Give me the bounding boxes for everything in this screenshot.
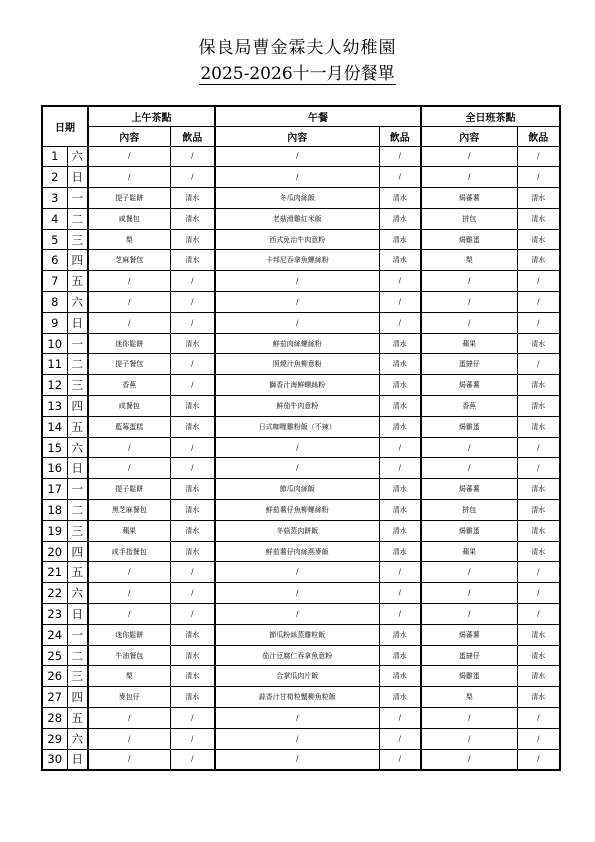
weekday: 五 — [67, 708, 88, 729]
full-day-snack-drink: / — [517, 728, 560, 749]
menu-row — [42, 604, 560, 625]
full-day-snack-content: / — [421, 292, 517, 313]
am-snack-drink: 清水 — [170, 520, 215, 541]
lunch-drink: / — [379, 749, 421, 770]
am-snack-drink: 清水 — [170, 396, 215, 417]
full-day-snack-content: / — [421, 708, 517, 729]
lunch-content: 鮮茄薯仔肉絲燕麥飯 — [215, 541, 379, 562]
full-day-snack-content: 焗蕃薯 — [421, 188, 517, 209]
am-snack-content: / — [88, 292, 170, 313]
full-day-snack-content: / — [421, 562, 517, 583]
full-day-snack-drink: 清水 — [517, 624, 560, 645]
full-day-snack-drink: / — [517, 167, 560, 188]
am-snack-content: 咸餐包 — [88, 208, 170, 229]
am-snack-drink: / — [170, 271, 215, 292]
full-day-snack-drink: 清水 — [517, 687, 560, 708]
menu-row — [42, 396, 560, 417]
lunch-header: 午餐 — [215, 106, 421, 126]
am-snack-content: 麥包仔 — [88, 687, 170, 708]
lunch-drink: 清水 — [379, 666, 421, 687]
weekday: 二 — [67, 500, 88, 521]
day-number: 21 — [42, 562, 67, 583]
day-number: 18 — [42, 500, 67, 521]
full-day-snack-content: / — [421, 437, 517, 458]
am-snack-content: / — [88, 458, 170, 479]
lunch-drink: 清水 — [379, 375, 421, 396]
am-snack-drink: / — [170, 375, 215, 396]
weekday: 四 — [67, 541, 88, 562]
day-number: 3 — [42, 188, 67, 209]
day-number: 16 — [42, 458, 67, 479]
day-number: 4 — [42, 208, 67, 229]
lunch-drink: 清水 — [379, 333, 421, 354]
day-number: 24 — [42, 624, 67, 645]
lunch-drink: / — [379, 167, 421, 188]
am-snack-content: / — [88, 749, 170, 770]
am-snack-content: 提子餐包 — [88, 354, 170, 375]
am-snack-drink: / — [170, 437, 215, 458]
day-number: 6 — [42, 250, 67, 271]
am-snack-drink: / — [170, 146, 215, 167]
am-snack-content: / — [88, 604, 170, 625]
full-day-snack-content: 梨 — [421, 250, 517, 271]
full-day-snack-content: / — [421, 312, 517, 333]
lunch-content: / — [215, 167, 379, 188]
menu-row — [42, 520, 560, 541]
lunch-content: / — [215, 437, 379, 458]
lunch-drink: / — [379, 728, 421, 749]
full-day-snack-content: 焗雞蛋 — [421, 416, 517, 437]
full-day-snack-drink: 清水 — [517, 250, 560, 271]
lunch-content: 冬菇蒸肉餅飯 — [215, 520, 379, 541]
menu-row — [42, 375, 560, 396]
lunch-content: / — [215, 708, 379, 729]
am-snack-content: 提子鬆餅 — [88, 188, 170, 209]
full-day-snack-drink: 清水 — [517, 645, 560, 666]
am-snack-content: / — [88, 146, 170, 167]
lunch-content: / — [215, 312, 379, 333]
weekday: 二 — [67, 645, 88, 666]
am-snack-drink: / — [170, 167, 215, 188]
weekday: 三 — [67, 375, 88, 396]
am-snack-content: 提子鬆餅 — [88, 479, 170, 500]
menu-subtitle — [0, 59, 595, 84]
lunch-drink: 清水 — [379, 250, 421, 271]
lunch-drink: / — [379, 562, 421, 583]
menu-row — [42, 749, 560, 770]
fd-content-header: 內容 — [421, 126, 517, 146]
lunch-drink: 清水 — [379, 500, 421, 521]
am-snack-drink: / — [170, 354, 215, 375]
day-number: 14 — [42, 416, 67, 437]
am-snack-drink: / — [170, 749, 215, 770]
lunch-content: 獅香汁海鮮螺絲粉 — [215, 375, 379, 396]
am-snack-content: / — [88, 728, 170, 749]
day-number: 22 — [42, 583, 67, 604]
lunch-content-header: 內容 — [215, 126, 379, 146]
lunch-drink: 清水 — [379, 188, 421, 209]
lunch-drink: / — [379, 146, 421, 167]
menu-row — [42, 728, 560, 749]
full-day-snack-content: 焗蕃薯 — [421, 375, 517, 396]
full-day-snack-drink: / — [517, 604, 560, 625]
menu-row — [42, 479, 560, 500]
full-day-snack-content: / — [421, 728, 517, 749]
weekday: 五 — [67, 416, 88, 437]
menu-row — [42, 687, 560, 708]
lunch-content: 老菇滑雞紅米飯 — [215, 208, 379, 229]
weekday: 二 — [67, 354, 88, 375]
lunch-content: / — [215, 749, 379, 770]
lunch-content: / — [215, 292, 379, 313]
menu-row — [42, 458, 560, 479]
full-day-snack-content: / — [421, 583, 517, 604]
am-snack-content: 迷你鬆餅 — [88, 333, 170, 354]
day-number: 13 — [42, 396, 67, 417]
lunch-content: / — [215, 458, 379, 479]
weekday: 三 — [67, 520, 88, 541]
full-day-snack-content: 蘋果 — [421, 541, 517, 562]
full-day-snack-content: / — [421, 271, 517, 292]
menu-row — [42, 437, 560, 458]
am-snack-drink: / — [170, 708, 215, 729]
full-day-snack-drink: 清水 — [517, 520, 560, 541]
full-day-snack-content: / — [421, 146, 517, 167]
day-number: 11 — [42, 354, 67, 375]
day-number: 10 — [42, 333, 67, 354]
weekday: 日 — [67, 312, 88, 333]
full-day-snack-drink: 清水 — [517, 229, 560, 250]
lunch-content: / — [215, 583, 379, 604]
full-day-snack-content: / — [421, 167, 517, 188]
am-snack-content: 梨 — [88, 229, 170, 250]
am-snack-content: / — [88, 437, 170, 458]
am-snack-drink: / — [170, 562, 215, 583]
am-snack-header: 上午茶點 — [88, 106, 215, 126]
day-number: 28 — [42, 708, 67, 729]
lunch-content: / — [215, 562, 379, 583]
lunch-content: 節瓜肉絲飯 — [215, 479, 379, 500]
am-snack-drink: / — [170, 604, 215, 625]
am-snack-content: / — [88, 271, 170, 292]
menu-row — [42, 208, 560, 229]
weekday: 六 — [67, 146, 88, 167]
weekday: 三 — [67, 666, 88, 687]
weekday: 三 — [67, 229, 88, 250]
menu-row — [42, 354, 560, 375]
day-number: 20 — [42, 541, 67, 562]
header-row-sub — [42, 126, 560, 146]
lunch-content: 冬瓜肉絲飯 — [215, 188, 379, 209]
full-day-snack-content: 拼包 — [421, 208, 517, 229]
full-day-snack-content: / — [421, 604, 517, 625]
am-snack-content: 蘋果 — [88, 520, 170, 541]
am-snack-content: 芝麻餐包 — [88, 250, 170, 271]
day-number: 2 — [42, 167, 67, 188]
day-number: 12 — [42, 375, 67, 396]
am-snack-content: 咸餐包 — [88, 396, 170, 417]
day-number: 1 — [42, 146, 67, 167]
menu-row — [42, 562, 560, 583]
weekday: 一 — [67, 333, 88, 354]
lunch-drink: / — [379, 437, 421, 458]
lunch-drink: / — [379, 271, 421, 292]
day-number: 30 — [42, 749, 67, 770]
full-day-snack-drink: 清水 — [517, 375, 560, 396]
am-snack-drink: / — [170, 728, 215, 749]
day-number: 27 — [42, 687, 67, 708]
weekday: 一 — [67, 479, 88, 500]
full-day-snack-drink: / — [517, 458, 560, 479]
lunch-drink: / — [379, 708, 421, 729]
menu-body — [42, 146, 560, 770]
menu-row — [42, 271, 560, 292]
full-day-snack-drink: 清水 — [517, 208, 560, 229]
lunch-content: 照燒汁魚柳意粉 — [215, 354, 379, 375]
lunch-content: / — [215, 146, 379, 167]
weekday: 一 — [67, 624, 88, 645]
full-day-snack-drink: / — [517, 146, 560, 167]
menu-row — [42, 229, 560, 250]
am-snack-content: 香蕉 — [88, 375, 170, 396]
lunch-drink-header: 飲品 — [379, 126, 421, 146]
am-snack-drink: 清水 — [170, 479, 215, 500]
weekday: 六 — [67, 437, 88, 458]
am-snack-drink: 清水 — [170, 645, 215, 666]
full-day-snack-content: 拼包 — [421, 500, 517, 521]
weekday: 六 — [67, 728, 88, 749]
day-number: 17 — [42, 479, 67, 500]
full-day-snack-drink: 清水 — [517, 333, 560, 354]
day-number: 23 — [42, 604, 67, 625]
am-snack-content: 梨 — [88, 666, 170, 687]
lunch-drink: 清水 — [379, 541, 421, 562]
weekday: 五 — [67, 562, 88, 583]
full-day-snack-drink: 清水 — [517, 396, 560, 417]
menu-row — [42, 666, 560, 687]
menu-row — [42, 292, 560, 313]
day-number: 29 — [42, 728, 67, 749]
menu-subtitle-text: 2025-2026十一月份餐單 — [200, 64, 395, 84]
date-header: 日期 — [42, 106, 88, 146]
am-snack-drink: 清水 — [170, 208, 215, 229]
lunch-drink: 清水 — [379, 416, 421, 437]
full-day-snack-drink: / — [517, 562, 560, 583]
day-number: 7 — [42, 271, 67, 292]
full-day-snack-drink: / — [517, 708, 560, 729]
full-day-snack-content: 焗雞蛋 — [421, 520, 517, 541]
weekday: 一 — [67, 188, 88, 209]
full-day-snack-content: / — [421, 458, 517, 479]
am-snack-drink: / — [170, 312, 215, 333]
menu-row — [42, 250, 560, 271]
full-day-snack-drink: / — [517, 312, 560, 333]
menu-row — [42, 188, 560, 209]
am-drink-header: 飲品 — [170, 126, 215, 146]
menu-row — [42, 645, 560, 666]
day-number: 9 — [42, 312, 67, 333]
lunch-content: 西式免治牛肉意粉 — [215, 229, 379, 250]
am-snack-drink: 清水 — [170, 666, 215, 687]
am-snack-content: / — [88, 312, 170, 333]
menu-row — [42, 583, 560, 604]
lunch-content: 鮮茄薯仔魚柳螺絲粉 — [215, 500, 379, 521]
am-snack-content: / — [88, 583, 170, 604]
lunch-drink: / — [379, 312, 421, 333]
weekday: 六 — [67, 292, 88, 313]
menu-row — [42, 333, 560, 354]
weekday: 日 — [67, 167, 88, 188]
lunch-drink: 清水 — [379, 624, 421, 645]
lunch-drink: 清水 — [379, 208, 421, 229]
lunch-content: 蒜香汁甘筍粒蟹柳魚粒飯 — [215, 687, 379, 708]
full-day-snack-drink: 清水 — [517, 416, 560, 437]
lunch-drink: 清水 — [379, 354, 421, 375]
weekday: 二 — [67, 208, 88, 229]
menu-row — [42, 416, 560, 437]
day-number: 15 — [42, 437, 67, 458]
lunch-drink: 清水 — [379, 396, 421, 417]
am-snack-content: 咸手指餐包 — [88, 541, 170, 562]
day-number: 26 — [42, 666, 67, 687]
full-day-snack-content: 蘋果 — [421, 333, 517, 354]
am-snack-drink: 清水 — [170, 333, 215, 354]
full-day-snack-drink: 清水 — [517, 188, 560, 209]
school-title: 保良局曹金霖夫人幼稚園 — [198, 38, 397, 58]
day-number: 5 — [42, 229, 67, 250]
lunch-drink: / — [379, 458, 421, 479]
am-snack-drink: 清水 — [170, 188, 215, 209]
am-snack-drink: / — [170, 292, 215, 313]
full-day-snack-content: 焗蕃薯 — [421, 479, 517, 500]
day-number: 8 — [42, 292, 67, 313]
full-day-snack-content: 焗蕃薯 — [421, 624, 517, 645]
am-snack-drink: 清水 — [170, 624, 215, 645]
am-snack-content: / — [88, 708, 170, 729]
am-snack-drink: 清水 — [170, 229, 215, 250]
full-day-snack-drink: 清水 — [517, 500, 560, 521]
lunch-drink: 清水 — [379, 645, 421, 666]
lunch-content: 卡邦尼吞拿魚螺絲粉 — [215, 250, 379, 271]
fd-drink-header: 飲品 — [517, 126, 560, 146]
full-day-snack-content: 蛋撻仔 — [421, 354, 517, 375]
am-snack-content: 牛油餐包 — [88, 645, 170, 666]
lunch-drink: 清水 — [379, 687, 421, 708]
am-snack-drink: / — [170, 458, 215, 479]
full-day-snack-drink: / — [517, 583, 560, 604]
am-snack-drink: 清水 — [170, 416, 215, 437]
weekday: 日 — [67, 749, 88, 770]
menu-row — [42, 312, 560, 333]
day-number: 25 — [42, 645, 67, 666]
lunch-content: / — [215, 728, 379, 749]
day-number: 19 — [42, 520, 67, 541]
lunch-content: / — [215, 604, 379, 625]
menu-table — [41, 105, 561, 771]
am-snack-drink: 清水 — [170, 500, 215, 521]
full-day-snack-header: 全日班茶點 — [421, 106, 560, 126]
weekday: 日 — [67, 604, 88, 625]
weekday: 四 — [67, 687, 88, 708]
full-day-snack-drink: 清水 — [517, 666, 560, 687]
am-content-header: 內容 — [88, 126, 170, 146]
header-row-groups — [42, 106, 560, 126]
am-snack-content: / — [88, 167, 170, 188]
weekday: 日 — [67, 458, 88, 479]
menu-row — [42, 146, 560, 167]
am-snack-content: 藍莓蛋糕 — [88, 416, 170, 437]
menu-row — [42, 624, 560, 645]
full-day-snack-content: 蛋撻仔 — [421, 645, 517, 666]
lunch-drink: / — [379, 604, 421, 625]
full-day-snack-drink: / — [517, 749, 560, 770]
full-day-snack-drink: / — [517, 354, 560, 375]
lunch-content: 節瓜粉絲蒸雞粒飯 — [215, 624, 379, 645]
am-snack-drink: / — [170, 583, 215, 604]
weekday: 四 — [67, 250, 88, 271]
lunch-drink: 清水 — [379, 229, 421, 250]
menu-row — [42, 708, 560, 729]
full-day-snack-content: 梨 — [421, 687, 517, 708]
full-day-snack-drink: 清水 — [517, 479, 560, 500]
lunch-drink: 清水 — [379, 520, 421, 541]
lunch-content: 茄汁豆腐仁吞拿魚意粉 — [215, 645, 379, 666]
menu-row — [42, 500, 560, 521]
full-day-snack-drink: / — [517, 437, 560, 458]
full-day-snack-content: 焗雞蛋 — [421, 229, 517, 250]
lunch-content: / — [215, 271, 379, 292]
weekday: 五 — [67, 271, 88, 292]
lunch-content: 鮮茄肉絲螺絲粉 — [215, 333, 379, 354]
full-day-snack-drink: 清水 — [517, 541, 560, 562]
full-day-snack-content: 香蕉 — [421, 396, 517, 417]
full-day-snack-content: / — [421, 749, 517, 770]
lunch-drink: / — [379, 583, 421, 604]
lunch-content: 合掌瓜肉片飯 — [215, 666, 379, 687]
menu-row — [42, 541, 560, 562]
weekday: 六 — [67, 583, 88, 604]
lunch-drink: / — [379, 292, 421, 313]
am-snack-content: / — [88, 562, 170, 583]
am-snack-drink: 清水 — [170, 687, 215, 708]
am-snack-content: 黑芝麻餐包 — [88, 500, 170, 521]
lunch-content: 鮮茄牛肉意粉 — [215, 396, 379, 417]
full-day-snack-content: 焗雞蛋 — [421, 666, 517, 687]
full-day-snack-drink: / — [517, 271, 560, 292]
weekday: 四 — [67, 396, 88, 417]
am-snack-drink: 清水 — [170, 250, 215, 271]
lunch-content: 日式咖喱雞粉飯（不辣） — [215, 416, 379, 437]
lunch-drink: 清水 — [379, 479, 421, 500]
full-day-snack-drink: / — [517, 292, 560, 313]
menu-row — [42, 167, 560, 188]
am-snack-content: 迷你鬆餅 — [88, 624, 170, 645]
am-snack-drink: 清水 — [170, 541, 215, 562]
